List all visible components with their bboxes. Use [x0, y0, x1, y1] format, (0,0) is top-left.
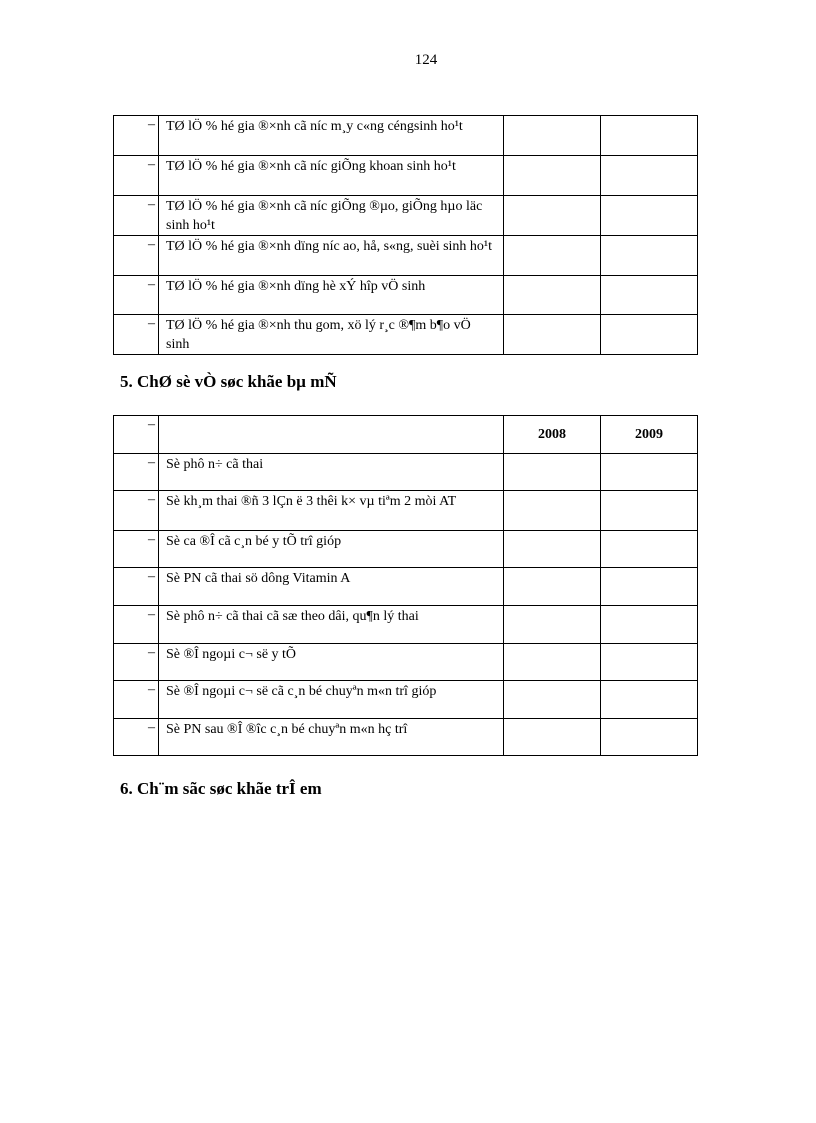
value-cell	[504, 491, 601, 531]
table-row	[114, 276, 698, 315]
value-cell	[504, 236, 601, 276]
row-label: Sè ca ®Î cã c¸n bé y tÕ trî gióp	[159, 531, 504, 568]
value-cell	[504, 606, 601, 644]
table-row	[114, 681, 698, 719]
row-label: Sè ®Î ngoµi c¬ së cã c¸n bé chuyªn m«n trî gióp	[159, 681, 504, 719]
value-cell	[601, 606, 698, 644]
value-cell	[504, 196, 601, 236]
row-label: TØ lÖ % hé gia ®×nh dïng hè xÝ hîp vÖ sinh	[159, 276, 504, 315]
row-label: Sè ®Î ngoµi c¬ së y tÕ	[159, 644, 504, 681]
value-cell	[504, 719, 601, 756]
value-cell	[504, 116, 601, 156]
row-label: Sè PN sau ®Î ®îc c¸n bé chuyªn m«n hç trî	[159, 719, 504, 756]
header-label-cell	[159, 416, 504, 454]
row-marker: –	[114, 719, 159, 756]
row-label: TØ lÖ % hé gia ®×nh cã níc m¸y c«ng céngsinh ho¹t	[159, 116, 504, 156]
row-marker: –	[114, 681, 159, 719]
row-marker: –	[114, 531, 159, 568]
value-cell	[601, 491, 698, 531]
row-label: TØ lÖ % hé gia ®×nh dïng níc ao, hå, s«ng, suèi sinh ho¹t	[159, 236, 504, 276]
row-label: Sè phô n÷ cã thai	[159, 454, 504, 491]
table-row	[114, 644, 698, 681]
value-cell	[504, 568, 601, 606]
row-marker: –	[114, 116, 159, 156]
value-cell	[504, 644, 601, 681]
table-row	[114, 315, 698, 355]
section-heading-child-health: 6. Ch¨m sãc søc khãe trÎ em	[120, 779, 322, 798]
row-label: Sè PN cã thai sö dông Vitamin A	[159, 568, 504, 606]
section-heading-maternal-health: 5. ChØ sè vÒ søc khãe bµ mÑ	[120, 372, 337, 391]
row-label: Sè phô n÷ cã thai cã sæ theo dâi, qu¶n lý thai	[159, 606, 504, 644]
row-marker: –	[114, 156, 159, 196]
value-cell	[504, 315, 601, 355]
table-row	[114, 454, 698, 491]
maternal-health-table	[113, 415, 698, 756]
column-header-2009: 2009	[601, 416, 698, 454]
row-marker: –	[114, 491, 159, 531]
page-number: 124	[414, 52, 438, 68]
value-cell	[601, 116, 698, 156]
table-header-row	[114, 416, 698, 454]
row-label: TØ lÖ % hé gia ®×nh thu gom, xö lý r¸c ®¶m b¶o vÖ sinh	[159, 315, 504, 355]
value-cell	[601, 276, 698, 315]
value-cell	[601, 315, 698, 355]
row-marker: –	[114, 236, 159, 276]
table-row	[114, 156, 698, 196]
table-row	[114, 531, 698, 568]
value-cell	[601, 644, 698, 681]
row-marker: –	[114, 276, 159, 315]
value-cell	[601, 531, 698, 568]
value-cell	[601, 156, 698, 196]
row-marker: –	[114, 606, 159, 644]
column-header-2008: 2008	[504, 416, 601, 454]
value-cell	[601, 719, 698, 756]
value-cell	[601, 454, 698, 491]
row-marker: –	[114, 196, 159, 236]
value-cell	[504, 531, 601, 568]
row-label: TØ lÖ % hé gia ®×nh cã níc giÕng ®µo, giÕng hµo läc sinh ho¹t	[159, 196, 504, 236]
table-row	[114, 196, 698, 236]
row-label: Sè kh¸m thai ®ñ 3 lÇn ë 3 thêi k× vµ tiªm 2 mòi AT	[159, 491, 504, 531]
table-row	[114, 116, 698, 156]
table-row	[114, 491, 698, 531]
row-marker: –	[114, 568, 159, 606]
row-marker: –	[114, 454, 159, 491]
value-cell	[504, 156, 601, 196]
row-label: TØ lÖ % hé gia ®×nh cã níc giÕng khoan sinh ho¹t	[159, 156, 504, 196]
value-cell	[601, 196, 698, 236]
value-cell	[601, 568, 698, 606]
table-row	[114, 719, 698, 756]
value-cell	[601, 236, 698, 276]
table-row	[114, 606, 698, 644]
row-marker: –	[114, 416, 159, 454]
row-marker: –	[114, 644, 159, 681]
household-water-sanitation-table	[113, 115, 698, 355]
row-marker: –	[114, 315, 159, 355]
table-row	[114, 236, 698, 276]
value-cell	[601, 681, 698, 719]
value-cell	[504, 276, 601, 315]
value-cell	[504, 681, 601, 719]
value-cell	[504, 454, 601, 491]
table-row	[114, 568, 698, 606]
